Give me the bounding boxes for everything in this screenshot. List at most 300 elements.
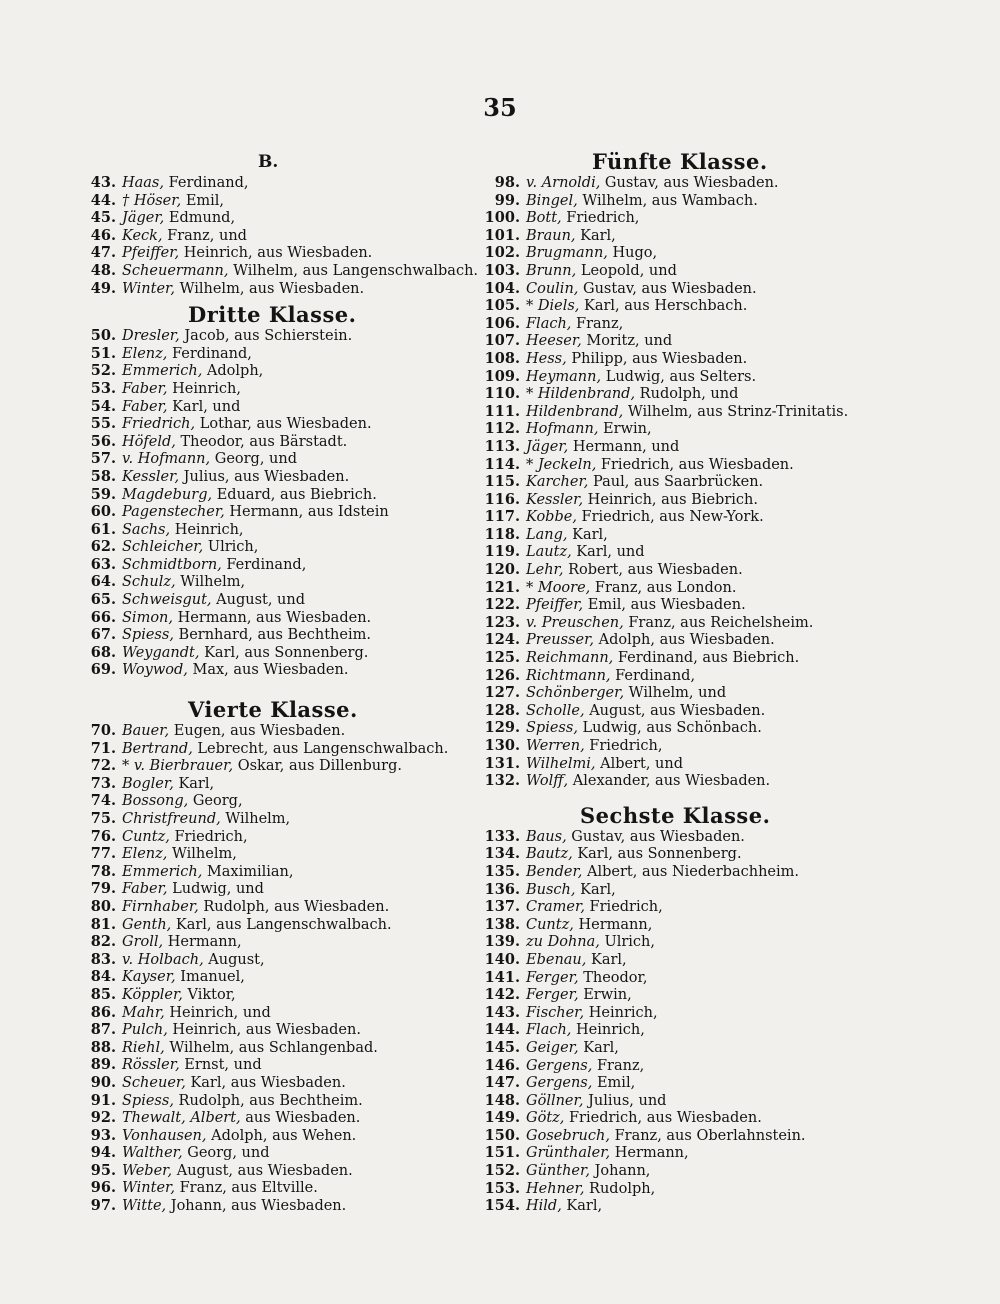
list-item <box>78 1162 478 1180</box>
entry-details: Karl, und <box>571 544 645 561</box>
entry-details: Bernhard, aus Bechtheim. <box>173 627 371 644</box>
entry-details: Adolph, aus Wiesbaden. <box>594 632 775 649</box>
entry-surname: Heeser, <box>526 333 582 350</box>
entry-details: Albert, und <box>595 755 684 772</box>
entry-number: 131. <box>484 754 520 772</box>
list-item <box>482 1162 882 1180</box>
entry-details: Ulrich, <box>203 539 259 556</box>
entry-surname: v. Arnoldi, <box>526 175 601 191</box>
list-item <box>482 280 882 298</box>
list-item <box>482 1092 882 1110</box>
list-item <box>482 420 882 438</box>
list-item <box>482 403 882 421</box>
entry-number: 142. <box>484 986 520 1004</box>
entry-details: aus Wiesbaden. <box>240 1110 361 1127</box>
entry-surname: Hofmann, <box>526 421 599 438</box>
list-item <box>78 174 478 192</box>
entry-number: 79. <box>90 880 116 898</box>
list-item <box>482 174 882 192</box>
entry-number: 61. <box>90 520 116 538</box>
entry-details: Rudolph, aus Wiesbaden. <box>198 898 390 915</box>
entry-details: Heinrich, <box>584 1004 658 1021</box>
list-item <box>482 898 882 916</box>
entry-details: Franz, aus Oberlahnstein. <box>609 1127 806 1144</box>
list-item <box>482 596 882 614</box>
list-item <box>482 1021 882 1039</box>
entry-surname: Bautz, <box>526 846 573 863</box>
entry-surname: Geiger, <box>526 1039 579 1056</box>
entry-surname: Scheuermann, <box>122 262 229 279</box>
list-item <box>482 192 882 210</box>
entry-surname: Preusser, <box>526 632 595 649</box>
entry-number: 144. <box>484 1021 520 1039</box>
entry-number: 130. <box>484 737 520 754</box>
entry-surname: Jäger, <box>526 438 569 455</box>
entry-surname: Kessler, <box>122 468 180 485</box>
list-item <box>78 486 478 504</box>
entry-number: 96. <box>90 1179 116 1197</box>
entry-number: 152. <box>484 1162 520 1180</box>
heading-vierte-klasse: Vierte Klasse. <box>188 697 358 723</box>
entry-details: Leopold, und <box>576 262 677 279</box>
entry-surname: Ferger, <box>526 969 579 986</box>
entry-number: 47. <box>90 244 116 262</box>
list-item <box>78 591 478 609</box>
entry-number: 101. <box>484 226 520 244</box>
entry-number: 43. <box>90 174 116 191</box>
entry-surname: Magdeburg, <box>122 486 213 503</box>
entry-surname: Heymann, <box>526 368 602 385</box>
entry-number: 76. <box>90 827 116 845</box>
right-column <box>482 150 882 1215</box>
entry-surname: * v. Bierbrauer, <box>122 758 234 775</box>
list-item <box>78 933 478 951</box>
list-item <box>482 631 882 649</box>
entry-surname: Ferger, <box>526 987 579 1004</box>
list-item <box>482 1057 882 1075</box>
entry-number: 133. <box>484 827 520 845</box>
list-item <box>482 456 882 474</box>
list-item <box>482 491 882 509</box>
entry-surname: Hild, <box>526 1198 562 1215</box>
entry-number: 99. <box>494 191 520 209</box>
entry-number: 84. <box>90 968 116 986</box>
list-item <box>78 792 478 810</box>
entry-details: Alexander, aus Wiesbaden. <box>568 773 771 790</box>
entry-surname: Coulin, <box>526 280 579 297</box>
entry-details: Georg, und <box>210 451 298 468</box>
entry-number: 88. <box>90 1038 116 1056</box>
entry-details: Eduard, aus Biebrich. <box>212 486 377 503</box>
list-item <box>482 244 882 262</box>
entry-details: Friedrich, aus Wiesbaden. <box>564 1110 762 1127</box>
page-number: 35 <box>483 93 517 122</box>
entry-number: 50. <box>90 327 116 345</box>
entry-number: 81. <box>90 915 116 933</box>
entry-details: Karl, <box>578 1039 619 1056</box>
list-fuenfte-klasse <box>482 174 882 790</box>
entry-surname: Rössler, <box>122 1057 180 1074</box>
entry-number: 75. <box>90 810 116 827</box>
entry-number: 147. <box>484 1074 520 1092</box>
entry-surname: Götz, <box>526 1110 565 1127</box>
entry-number: 135. <box>484 862 520 880</box>
list-item <box>482 368 882 386</box>
list-item <box>482 1127 882 1145</box>
entry-details: Eugen, aus Wiesbaden. <box>169 723 346 740</box>
entry-surname: Brugmann, <box>526 245 608 262</box>
entry-surname: Höfeld, <box>122 433 176 450</box>
entry-surname: Pfeiffer, <box>122 245 180 262</box>
entry-surname: Woywod, <box>122 662 188 679</box>
entry-details: Rudolph, <box>584 1180 656 1197</box>
entry-details: Karl, <box>575 227 616 244</box>
entry-details: Friedrich, <box>584 899 663 916</box>
entry-number: 64. <box>90 573 116 591</box>
entry-details: August, aus Wiesbaden. <box>172 1162 353 1179</box>
entry-details: Maximilian, <box>202 863 294 880</box>
list-item <box>78 898 478 916</box>
entry-surname: Bauer, <box>122 723 170 740</box>
list-item <box>78 810 478 828</box>
entry-details: Gustav, aus Wiesbaden. <box>566 828 745 845</box>
entry-details: Franz, und <box>162 227 247 244</box>
entry-details: Hermann, und <box>568 438 680 455</box>
entry-number: 94. <box>90 1144 116 1162</box>
entry-number: 73. <box>90 774 116 792</box>
list-item <box>78 244 478 262</box>
list-item <box>78 661 478 679</box>
entry-number: 72. <box>90 757 116 775</box>
entry-details: Hermann, <box>573 916 653 933</box>
entry-surname: Dresler, <box>122 328 180 345</box>
list-item <box>78 916 478 934</box>
entry-number: 141. <box>484 968 520 986</box>
entry-details: Viktor, <box>182 986 236 1003</box>
section-subhead: B. <box>258 152 279 172</box>
entry-number: 110. <box>484 385 520 403</box>
entry-surname: Christfreund, <box>122 811 221 827</box>
entry-details: Hermann, aus Idstein <box>224 504 389 521</box>
entry-details: Karl, <box>567 526 608 543</box>
entry-number: 86. <box>90 1003 116 1021</box>
entry-number: 117. <box>484 508 520 526</box>
entry-surname: Faber, <box>122 398 168 415</box>
entry-number: 119. <box>484 543 520 561</box>
list-item <box>482 916 882 934</box>
entry-surname: Schmidtborn, <box>122 556 222 573</box>
entry-surname: † Höser, <box>122 192 182 209</box>
list-item <box>482 702 882 720</box>
entry-details: Karl, aus Herschbach. <box>579 298 748 315</box>
list-item <box>78 433 478 451</box>
list-item <box>78 968 478 986</box>
entry-details: Erwin, <box>578 987 632 1004</box>
entry-details: Georg, <box>188 793 243 810</box>
entry-details: Wilhelm, <box>175 574 246 591</box>
entry-surname: * Hildenbrand, <box>526 386 636 403</box>
list-item <box>78 380 478 398</box>
entry-number: 113. <box>484 437 520 455</box>
list-item <box>78 362 478 380</box>
list-item <box>482 332 882 350</box>
entry-surname: Witte, <box>122 1198 167 1215</box>
entry-number: 65. <box>90 591 116 609</box>
entry-details: Ulrich, <box>599 934 655 951</box>
entry-number: 97. <box>90 1197 116 1215</box>
entry-number: 66. <box>90 608 116 626</box>
entry-number: 125. <box>484 649 520 667</box>
entry-surname: Günther, <box>526 1163 590 1180</box>
list-item <box>78 556 478 574</box>
entry-number: 115. <box>484 473 520 491</box>
entry-surname: Busch, <box>526 881 576 898</box>
entry-surname: Winter, <box>122 280 175 297</box>
entry-details: Julius, aus Wiesbaden. <box>179 468 350 485</box>
entry-surname: Bertrand, <box>122 740 193 757</box>
entry-number: 74. <box>90 792 116 810</box>
entry-number: 56. <box>90 432 116 450</box>
list-item <box>482 508 882 526</box>
list-item <box>482 209 882 227</box>
entry-details: Rudolph, aus Bechtheim. <box>173 1092 363 1109</box>
entry-details: Emil, aus Wiesbaden. <box>583 597 746 614</box>
list-item <box>482 1039 882 1057</box>
list-item <box>78 828 478 846</box>
entry-surname: Riehl, <box>122 1039 165 1056</box>
entry-surname: Hildenbrand, <box>526 403 624 420</box>
entry-details: Karl, aus Sonnenberg. <box>572 846 742 863</box>
list-item <box>78 1004 478 1022</box>
entry-number: 108. <box>484 349 520 367</box>
entry-number: 105. <box>484 297 520 315</box>
entry-number: 51. <box>90 344 116 362</box>
entry-details: Ludwig, aus Selters. <box>601 368 757 385</box>
list-item <box>78 1127 478 1145</box>
entry-number: 63. <box>90 555 116 573</box>
entry-details: Gustav, aus Wiesbaden. <box>578 280 757 297</box>
list-item <box>482 737 882 755</box>
entry-surname: Köppler, <box>122 986 183 1003</box>
entry-details: Moritz, und <box>581 333 673 350</box>
entry-details: Wilhelm, aus Wiesbaden. <box>174 280 365 297</box>
entry-number: 145. <box>484 1038 520 1056</box>
list-item <box>482 667 882 685</box>
entry-surname: Winter, <box>122 1180 175 1197</box>
entry-surname: Firnhaber, <box>122 898 199 915</box>
entry-surname: Keck, <box>122 227 163 244</box>
entry-details: August, und <box>211 592 306 609</box>
entry-details: Wilhelm, aus Schlangenbad. <box>164 1039 378 1056</box>
list-item <box>78 280 478 298</box>
entry-surname: Cramer, <box>526 899 585 916</box>
entry-surname: Haas, <box>122 175 164 191</box>
entry-details: Franz, aus Reichelsheim. <box>623 614 814 631</box>
list-item <box>78 1109 478 1127</box>
entry-details: Max, aus Wiesbaden. <box>187 662 349 679</box>
entry-surname: v. Hofmann, <box>122 451 211 468</box>
entry-surname: Scholle, <box>526 702 585 719</box>
entry-surname: Cuntz, <box>526 916 574 933</box>
list-item <box>482 719 882 737</box>
entry-number: 146. <box>484 1056 520 1074</box>
entry-details: Ernst, und <box>179 1057 262 1074</box>
entry-number: 45. <box>90 209 116 227</box>
entry-number: 132. <box>484 772 520 790</box>
list-item <box>78 757 478 775</box>
list-item <box>482 684 882 702</box>
entry-details: Franz, aus Eltville. <box>174 1180 318 1197</box>
entry-number: 89. <box>90 1056 116 1074</box>
entry-details: Hermann, <box>163 934 242 951</box>
entry-details: August, <box>203 951 265 968</box>
entry-details: Wilhelm, aus Wambach. <box>577 192 758 209</box>
entry-surname: Elenz, <box>122 846 168 863</box>
list-item <box>78 415 478 433</box>
entry-surname: Hehner, <box>526 1180 585 1197</box>
entry-surname: Spiess, <box>526 720 578 737</box>
entry-details: Karl, aus Wiesbaden. <box>185 1074 346 1091</box>
list-item <box>78 1197 478 1215</box>
entry-details: Hugo, <box>607 245 658 262</box>
entry-details: Philipp, aus Wiesbaden. <box>566 350 748 367</box>
list-vierte-klasse <box>78 722 478 1215</box>
list-item <box>482 262 882 280</box>
entry-surname: Friedrich, <box>122 416 196 433</box>
list-item <box>78 327 478 345</box>
entry-details: Hermann, aus Wiesbaden. <box>173 609 372 626</box>
entry-details: Heinrich, aus Biebrich. <box>583 491 758 508</box>
entry-details: Ferdinand, <box>167 345 252 362</box>
entry-details: Heinrich, <box>571 1022 645 1039</box>
entry-number: 109. <box>484 367 520 385</box>
list-item <box>78 209 478 227</box>
entry-surname: zu Dohna, <box>526 934 600 951</box>
entry-surname: Schulz, <box>122 574 176 591</box>
entry-number: 53. <box>90 379 116 397</box>
list-item <box>482 845 882 863</box>
entry-surname: v. Preuschen, <box>526 614 624 631</box>
entry-number: 139. <box>484 933 520 951</box>
list-item <box>78 1056 478 1074</box>
entry-surname: * Jeckeln, <box>526 456 597 473</box>
entry-number: 78. <box>90 862 116 880</box>
list-item <box>482 561 882 579</box>
list-item <box>78 845 478 863</box>
entry-surname: Weygandt, <box>122 644 200 661</box>
entry-details: Karl, <box>173 775 215 792</box>
entry-surname: Jäger, <box>122 210 165 227</box>
entry-number: 128. <box>484 701 520 719</box>
entry-number: 69. <box>90 661 116 679</box>
list-item <box>78 775 478 793</box>
entry-number: 151. <box>484 1144 520 1162</box>
entry-number: 80. <box>90 897 116 915</box>
entry-surname: Richtmann, <box>526 667 611 684</box>
entry-number: 112. <box>484 420 520 438</box>
list-item <box>78 1074 478 1092</box>
entry-surname: Bogler, <box>122 775 174 792</box>
entry-number: 153. <box>484 1179 520 1197</box>
entry-surname: Mahr, <box>122 1004 165 1021</box>
entry-number: 60. <box>90 503 116 521</box>
list-sechste-klasse <box>482 828 882 1215</box>
entry-number: 52. <box>90 362 116 380</box>
list-item <box>482 1109 882 1127</box>
list-class-b <box>78 174 478 297</box>
entry-surname: Lautz, <box>526 544 572 561</box>
list-dritte-klasse <box>78 327 478 679</box>
entry-surname: Braun, <box>526 227 576 244</box>
entry-number: 149. <box>484 1109 520 1127</box>
entry-surname: Lehr, <box>526 562 564 579</box>
list-item <box>482 1074 882 1092</box>
entry-details: Franz, aus London. <box>590 579 737 596</box>
entry-details: Jacob, aus Schierstein. <box>179 328 353 345</box>
entry-details: Rudolph, und <box>635 386 739 403</box>
entry-details: Robert, aus Wiesbaden. <box>563 562 743 579</box>
entry-surname: Göllner, <box>526 1092 584 1109</box>
entry-number: 129. <box>484 719 520 737</box>
entry-details: Karl, <box>586 951 627 968</box>
entry-number: 122. <box>484 596 520 614</box>
entry-surname: Schleicher, <box>122 539 204 556</box>
entry-surname: Brunn, <box>526 262 577 279</box>
entry-number: 138. <box>484 915 520 933</box>
entry-surname: * Diels, <box>526 298 580 315</box>
entry-surname: Bossong, <box>122 793 189 810</box>
entry-surname: Weber, <box>122 1162 173 1179</box>
list-item <box>482 526 882 544</box>
entry-number: 58. <box>90 467 116 485</box>
entry-surname: Spiess, <box>122 1092 174 1109</box>
entry-number: 134. <box>484 845 520 863</box>
entry-details: Lebrecht, aus Langenschwalbach. <box>192 740 449 757</box>
entry-surname: Emmerich, <box>122 363 203 380</box>
entry-number: 106. <box>484 314 520 332</box>
entry-number: 82. <box>90 933 116 951</box>
entry-surname: v. Holbach, <box>122 951 204 968</box>
entry-details: Wilhelm, aus Langenschwalbach. <box>228 262 479 279</box>
entry-details: Ludwig, aus Schönbach. <box>577 720 762 737</box>
entry-surname: Thewalt, Albert, <box>122 1110 241 1127</box>
entry-surname: Pulch, <box>122 1022 168 1039</box>
list-item <box>78 1021 478 1039</box>
entry-details: Friedrich, <box>169 828 248 845</box>
list-item <box>78 345 478 363</box>
entry-details: Hermann, <box>610 1145 689 1162</box>
entry-surname: Pfeiffer, <box>526 597 584 614</box>
entry-surname: Simon, <box>122 609 173 626</box>
list-item <box>78 1092 478 1110</box>
heading-fuenfte-klasse: Fünfte Klasse. <box>592 149 768 174</box>
entry-number: 102. <box>484 244 520 262</box>
entry-number: 114. <box>484 455 520 473</box>
list-item <box>78 503 478 521</box>
list-item <box>78 740 478 758</box>
list-item <box>78 644 478 662</box>
entry-details: Lothar, aus Wiesbaden. <box>195 416 372 433</box>
entry-details: Georg, und <box>182 1145 270 1162</box>
list-item <box>78 573 478 591</box>
entry-surname: Reichmann, <box>526 650 614 667</box>
list-item <box>78 863 478 881</box>
list-item <box>482 772 882 790</box>
list-item <box>482 1004 882 1022</box>
entry-surname: Sachs, <box>122 521 171 538</box>
list-item <box>482 933 882 951</box>
entry-details: Ludwig, und <box>167 881 264 898</box>
